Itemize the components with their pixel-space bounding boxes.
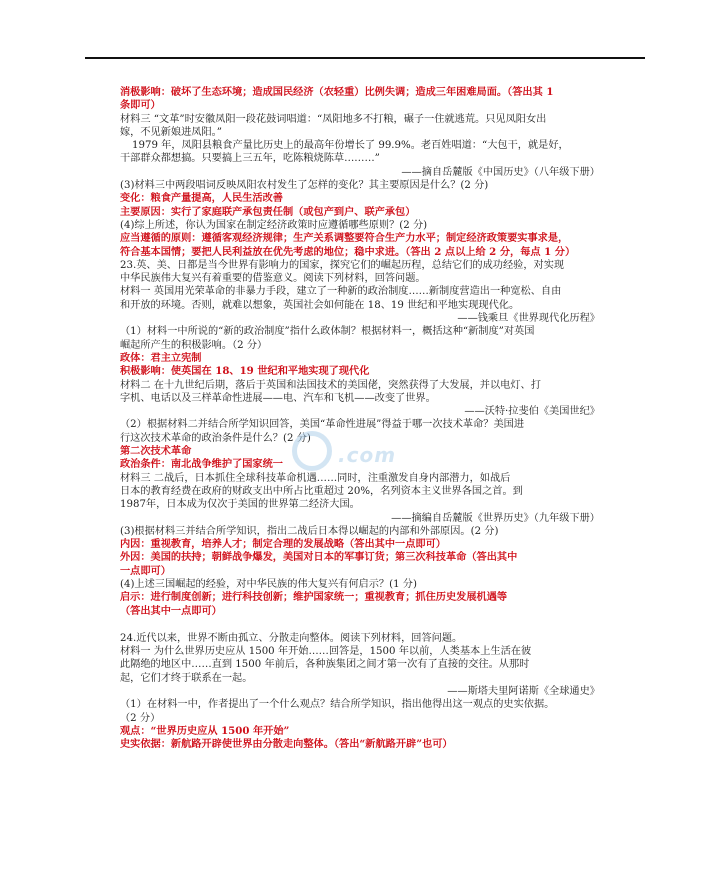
text-line: 材料一 英国用光荣革命的非暴力手段，建立了一种新的政治制度……新制度营造出一种宽松、自由 <box>120 286 562 298</box>
answer-line: 内因：重视教育，培养人才；制定合理的发展战略（答出其中一点即可） <box>120 538 446 551</box>
text-line: 材料二 在十九世纪后期，落后于英国和法国技术的美国佬，突然获得了大发展，并以电灯、打 <box>120 379 541 391</box>
text-line: 24.近代以来，世界不断由孤立、分散走向整体。阅读下列材料，回答问题。 <box>120 632 463 644</box>
answer-line: 政治条件：南北战争维护了国家统一 <box>120 458 283 471</box>
text-line: 行这次技术革命的政治条件是什么？(2 分) <box>120 432 311 444</box>
answer-line: （答出其中一点即可） <box>120 604 222 617</box>
text-line: 材料三 二战后，日本抓住全球科技革命机遇……同时，注重激发自身内部潜力，如战后 <box>120 472 511 484</box>
answer-line: 积极影响：使英国在 18、19 世纪和平地实现了现代化 <box>120 365 370 378</box>
header-rule <box>85 57 645 59</box>
text-line: 23.英、美、日都是当今世界有影响力的国家，探究它们的崛起历程，总结它们的成功经验，对实现 <box>120 259 565 271</box>
spacer <box>120 618 600 632</box>
watermark-text: .com <box>338 443 397 467</box>
answer-line: 一点即可） <box>120 564 171 577</box>
text-line: ——摘自岳麓版《中国历史》（八年级下册） <box>401 166 600 178</box>
text-line: 和开放的环境。否则，就难以想象，英国社会如何能在 18、19 世纪和平地实现现代化。 <box>120 299 520 311</box>
text-line: ——沃特·拉斐伯《美国世纪》 <box>464 406 600 418</box>
text-line: （1）材料一中所说的“新的政治制度”指什么政体制？根据材料一，概括这种“新制度”对英国 <box>120 326 535 338</box>
answer-line: 符合基本国情；要把人民利益放在优先考虑的地位；稳中求进。（答出 2 点以上给 2 分，每点 1 分） <box>120 245 576 258</box>
answer-line: 主要原因：实行了家庭联产承包责任制（或包产到户、联产承包） <box>120 205 416 218</box>
text-line: 干部群众都想搞。只要搞上三五年，吃陈粮烧陈草………” <box>120 153 380 165</box>
text-line: 此隔绝的地区中……直到 1500 年前后，各种族集团之间才第一次有了直接的交往。从那时 <box>120 659 530 671</box>
text-line: ——钱乘旦《世界现代化历程》 <box>457 313 600 325</box>
answer-line: 政体：君主立宪制 <box>120 351 202 364</box>
answer-line: 观点：“世界历史应从 1500 年开始” <box>120 724 290 737</box>
text-line: 材料三 “文革”时安徽凤阳一段花鼓词唱道：“凤阳地多不打粮，碾子一住就逃荒。只见凤阳女出 <box>120 113 547 125</box>
answer-line: 消极影响：破坏了生态环境；造成国民经济（农轻重）比例失调；造成三年困难局面。（答出其 1 <box>120 86 554 98</box>
answer-line: 变化：粮食产量提高，人民生活改善 <box>120 192 283 205</box>
answer-line: 第二次技术革命 <box>120 445 192 458</box>
text-line: （2）根据材料二并结合所学知识回答，美国“革命性进展”得益于哪一次技术革命？美国进 <box>120 419 525 431</box>
text-line: 日本的教育经费在政府的财政支出中所占比重超过 20%，名列资本主义世界各国之首。到 <box>120 485 523 497</box>
text-line: （2 分） <box>120 712 161 724</box>
text-line: ——摘编自岳麓版《世界历史》（九年级下册） <box>391 512 600 524</box>
text-line: (4)上述三国崛起的经验，对中华民族的伟大复兴有何启示？(1 分) <box>120 578 417 590</box>
text-line: 材料一 为什么世界历史应从 1500 年开始……回答是，1500 年以前，人类基本上生活在彼 <box>120 646 532 658</box>
text-line: 字机、电话以及三样革命性进展——电、汽车和飞机——改变了世界。 <box>120 392 436 404</box>
text-line: 1979 年，凤阳县粮食产量比历史上的最高年份增长了 99.9%。老百姓唱道：“大包干，就是好， <box>132 140 569 152</box>
answer-line: 启示：进行制度创新；进行科技创新；维护国家统一；重视教育；抓住历史发展机遇等 <box>120 591 508 604</box>
text-line: 1987年，日本成为仅次于美国的世界第二经济大国。 <box>120 499 360 511</box>
text-line: 崛起所产生的积极影响。（2 分） <box>120 339 268 351</box>
text-line: (3)材料三中两段唱词反映凤阳农村发生了怎样的变化？其主要原因是什么？(2 分) <box>120 180 489 192</box>
text-line: 嫁，不见新娘进凤阳。” <box>120 126 222 138</box>
text-line: ——斯塔夫里阿诺斯《全球通史》 <box>447 686 600 698</box>
text-line: （1）在材料一中，作者提出了一个什么观点？结合所学知识，指出他得出这一观点的史实依据。 <box>120 699 555 711</box>
text-line: 中华民族伟大复兴有着重要的借鉴意义。阅读下列材料，回答问题。 <box>120 273 426 285</box>
text-line: (3)根据材料三并结合所学知识，指出二战后日本得以崛起的内部和外部原因。(2 分) <box>120 525 499 537</box>
watermark-logo <box>292 427 422 475</box>
text-line: 起，它们才终于联系在一起。 <box>120 672 253 684</box>
text-line: (4)综上所述，你认为国家在制定经济政策时应遵循哪些原则？(2 分) <box>120 219 428 231</box>
answer-line: 外因：美国的扶持；朝鲜战争爆发，美国对日本的军事订货；第三次科技革命（答出其中 <box>120 551 518 564</box>
watermark-circle-icon <box>292 431 332 471</box>
answer-line: 条即可） <box>120 99 161 112</box>
answer-line: 史实依据：新航路开辟使世界由分散走向整体。（答出“新航路开辟”也可） <box>120 738 453 751</box>
answer-line: 应当遵循的原则：遵循客观经济规律；生产关系调整要符合生产力水平；制定经济政策要实事求是， <box>120 232 569 245</box>
document-body <box>120 86 600 752</box>
